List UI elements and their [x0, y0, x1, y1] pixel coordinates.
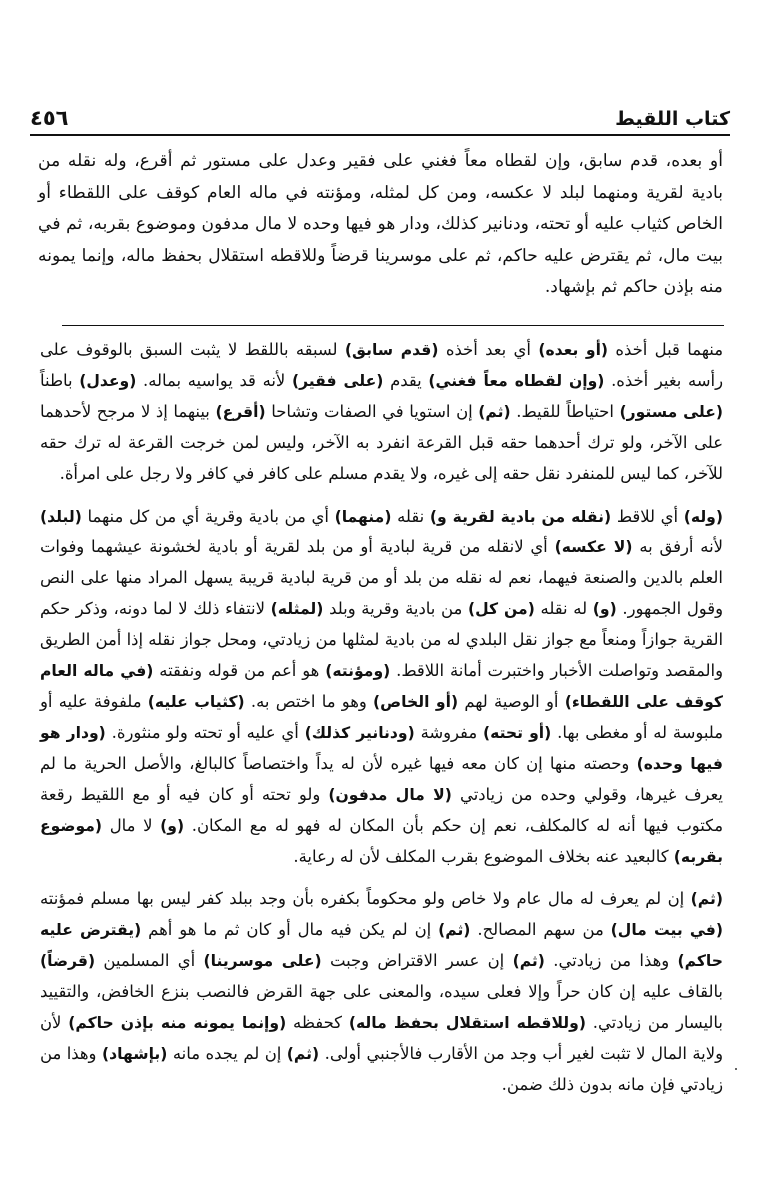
bold-matn-quote: (على مستور) [619, 402, 723, 421]
bold-matn-quote: (في بيت مال) [610, 921, 723, 940]
bold-matn-quote: (ودنانير كذلك) [304, 723, 415, 742]
bold-matn-quote: (ثم) [286, 1044, 320, 1063]
bold-matn-quote: (قدم سابق) [344, 341, 439, 359]
bold-matn-quote: (منهما) [334, 507, 392, 526]
bold-matn-quote: (على موسرينا) [203, 952, 322, 971]
bold-matn-quote: (وله) [683, 507, 723, 526]
running-title: كتاب اللقيط [615, 108, 730, 130]
main-text [38, 146, 723, 304]
bold-matn-quote: (وإن لقطاه معاً فغني) [428, 371, 605, 390]
bold-matn-quote: (وإنما يمونه منه بإذن حاكم) [68, 1014, 287, 1033]
bold-matn-quote: (و) [592, 600, 617, 619]
bold-matn-quote: (نقله من بادية لقرية و) [429, 507, 612, 526]
bold-matn-quote: (من كل) [468, 600, 535, 619]
bold-matn-quote: (و) [160, 816, 185, 835]
bold-matn-quote: (ثم) [690, 890, 723, 909]
bold-matn-quote: (قرضاً) [40, 952, 96, 971]
commentary-paragraph-1: منهما قبل أخذه (أو بعده) أي بعد أخذه (قدم سابق) لسبقه باللقط لا يثبت السبق بالوقوف على رأسه بغير أخذه. (وإن لقطاه معاً فغني) يقدم (على فقير) لأنه قد يواسيه بماله. (وعدل) باطناً (على مستور) احتياطاً للقيط. (ثم) إن استويا في الصفات وتشاحا (أقرع) بينهما إذ لا مرجح لأحدهما على الآخر، ولو ترك أحدهما حقه قبل القرعة انفرد به الآخر، وليس لمن خرجت القرعة له ترك حقه للآخر، كما ليس للمنفرد نقل حقه إلى غيره، ولا يقدم مسلم على كافر في كافر ولا رجل على امرأة. [40, 340, 723, 483]
page-header [30, 96, 730, 130]
bold-matn-quote: (موضوع بقربه) [40, 816, 723, 866]
commentary [40, 335, 723, 1113]
bold-matn-quote: (بإشهاد) [101, 1044, 168, 1063]
bold-matn-quote: (لمثله) [270, 600, 324, 619]
commentary-paragraph-2: (وله) أي للاقط (نقله من بادية لقرية و) نقله (منهما) أي من بادية وقرية أي من كل منهما (لبلد) لأنه أرفق به (لا عكسه) أي لانقله من قرية لبادية أو من بلد لقرية أو بادية لخشونة عيشهما وفوات العلم بالدين والصنعة فيهما، نعم له نقله من بلد أو من قرية لبادية قريبة يسهل المراد منها على النص وقول الجمهور. (و) له نقله (من كل) من بادية وقرية وبلد (لمثله) لانتفاء ذلك لا لما دونه، وذكر حكم القرية جوازاً ومنعاً مع جواز نقل البلدي له من بادية لمثلها من زيادتي، ومحل جواز نقله إذا أمن الطريق والمقصد وتواصلت الأخبار واختبرت أمانة اللاقط. (ومؤنته) هو أعم من قوله ونفقته (في ماله العام كوقف على اللقطاء) أو الوصية لهم (أو الخاص) وهو ما اختص به. (كثياب عليه) ملفوفة عليه أو ملبوسة له أو مغطى بها. (أو تحته) مفروشة (ودنانير كذلك) أي عليه أو تحته ولو منثورة. (ودار هو فيها وحده) وحصته منها إن كان معه فيها غيره لأن له يداً واختصاصاً كالبالغ، والأصل الحرية ما لم يعرف غيرها، وقولي وحده من زيادتي (لا مال مدفون) ولو تحته أو كان فيه أو مع اللقيط رقعة مكتوب فيها أنه له كالمكلف، نعم إن حكم بأن المكان له فهو له مع المكان. (و) لا مال (موضوع بقربه) كالبعيد عنه بخلاف الموضوع بقرب المكلف لأن له رعاية. [40, 506, 724, 866]
bold-matn-quote: (لا مال مدفون) [328, 785, 452, 804]
bold-matn-quote: (ودار هو فيها وحده) [40, 723, 723, 773]
bold-matn-quote: (أقرع) [215, 402, 266, 421]
bold-matn-quote: (ثم) [512, 952, 545, 971]
bold-matn-quote: (ثم) [478, 402, 511, 421]
bold-matn-quote: (لبلد) [40, 507, 82, 526]
bold-matn-quote: (ثم) [438, 921, 471, 940]
page-number: ٤٥٦ [30, 106, 69, 130]
commentary-divider [62, 325, 724, 326]
bold-matn-quote: (لا عكسه) [554, 538, 633, 557]
bold-matn-quote: (ومؤنته) [325, 662, 391, 681]
bold-matn-quote: (أو بعده) [538, 341, 609, 359]
bold-matn-quote: (كثياب عليه) [147, 692, 245, 711]
bold-matn-quote: (وعدل) [79, 371, 137, 390]
commentary-paragraph-3: (ثم) إن لم يعرف له مال عام ولا خاص ولو محكوماً بكفره بأن وجد ببلد كفر ليس بها مسلم فمؤنته (في بيت مال) من سهم المصالح. (ثم) إن لم يكن فيه مال أو كان ثم ما هو أهم (يقترض عليه حاكم) وهذا من زيادتي. (ثم) إن عسر الاقتراض وجبت (على موسرينا) أي المسلمين (قرضاً) بالقاف عليه إن كان حراً وإلا فعلى سيده، والمعنى على جهة القرض فالنصب بنزع الخافض، والتقييد باليسار من زيادتي. (وللاقطه استقلال بحفظ ماله) كحفظه (وإنما يمونه منه بإذن حاكم) لأن ولاية المال لا تثبت لغير أب وجد من الأقارب فالأجنبي أولى. (ثم) إن لم يجده مانه (بإشهاد) وهذا من زيادتي فإن مانه بدون ذلك ضمن. [40, 889, 723, 1094]
main-text-paragraph: أو بعده، قدم سابق، وإن لقطاه معاً فغني على فقير وعدل على مستور ثم أقرع، وله نقله من بادية لقرية ومنهما لبلد لا عكسه، ومن كل لمثله، ومؤنته في ماله العام كوقف على اللقطاء أو الخاص كثياب عليه أو تحته، ودنانير كذلك، ودار هو فيها وحده لا مال مدفون وموضوع بقربه، ثم في بيت مال، ثم يقترض عليه حاكم، ثم على موسرينا قرضاً وللاقطه استقلال بحفظ ماله، وإنما يمونه منه بإذن حاكم ثم بإشهاد. [38, 151, 723, 298]
bold-matn-quote: (في ماله العام كوقف على اللقطاء) [40, 662, 724, 711]
header-rule [30, 134, 730, 136]
bold-matn-quote: (أو تحته) [482, 723, 552, 742]
bold-matn-quote: (وللاقطه استقلال بحفظ ماله) [348, 1014, 586, 1033]
bold-matn-quote: (على فقير) [291, 371, 384, 390]
bold-matn-quote: (يقترض عليه حاكم) [40, 921, 723, 971]
page-mark [735, 1068, 737, 1070]
bold-matn-quote: (أو الخاص) [373, 692, 459, 711]
